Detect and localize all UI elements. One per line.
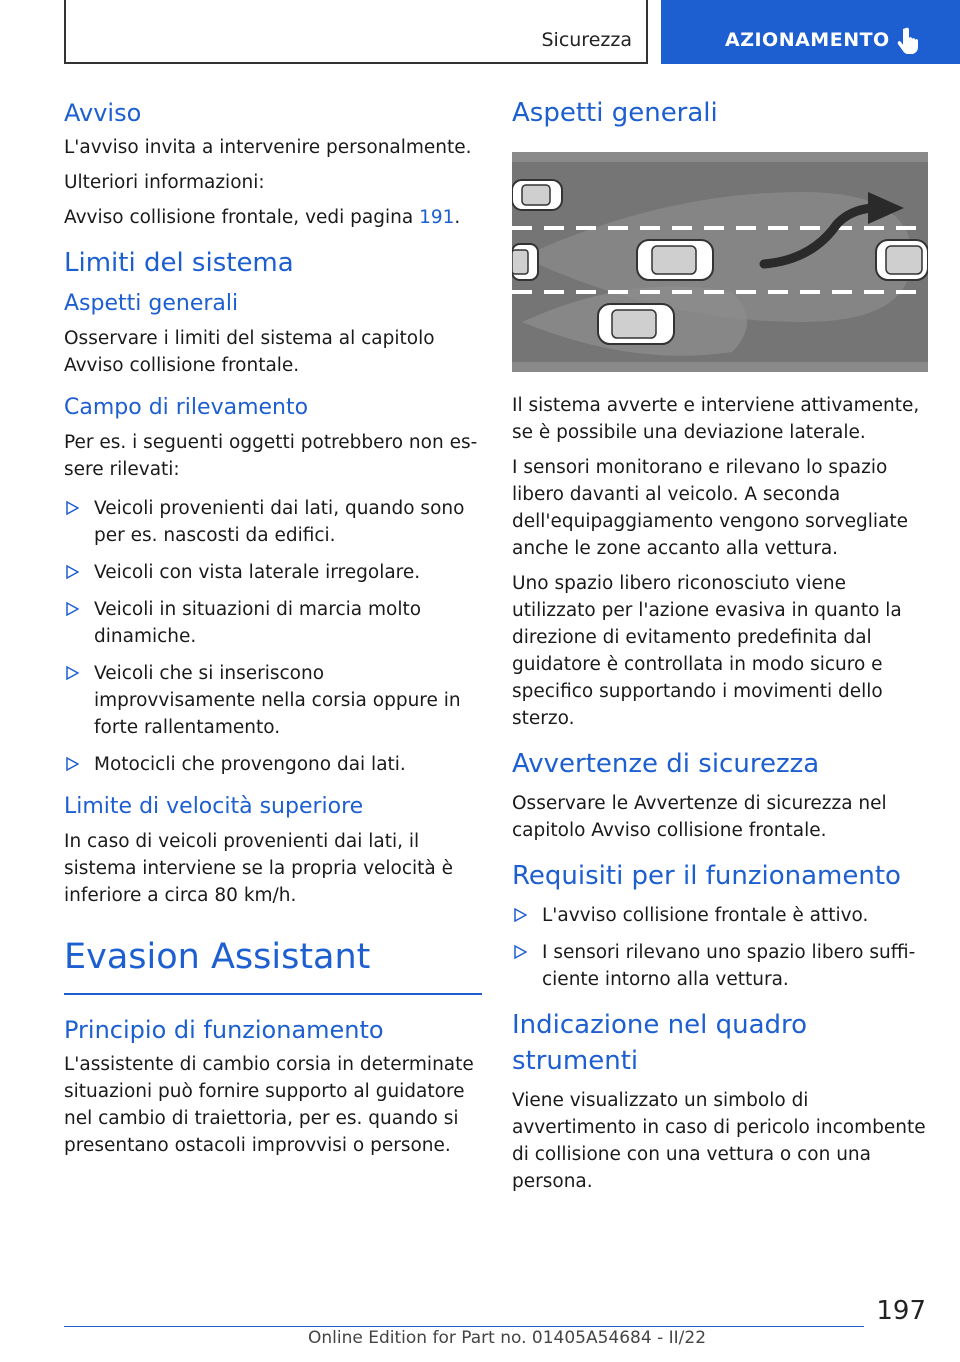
evasion-illustration [512, 152, 928, 372]
list-item [512, 939, 930, 993]
car-icon [512, 244, 538, 280]
chapter-tab[interactable] [661, 0, 960, 64]
list-item-text: Veicoli in situazioni di marcia molto dinamiche. [94, 599, 422, 647]
car-icon [598, 304, 674, 344]
triangle-bullet-icon [66, 666, 79, 680]
list-item-text: L'avviso collisione frontale è attivo. [542, 905, 869, 926]
requisiti-heading: Requisiti per il funzionamento [512, 861, 901, 891]
left-column [64, 96, 482, 1167]
limite-velocita-text: In caso di veicoli provenienti dai lati, il sistema interviene se la propria velocità è inferiore a circa 80 km/h. [64, 831, 454, 906]
list-item [64, 596, 482, 650]
right-text-1: Il sistema avverte e interviene attivamente, se è possibile una deviazione laterale. [512, 395, 920, 443]
avviso-heading: Avviso [64, 99, 142, 127]
limiti-heading: Limiti del sistema [64, 248, 294, 278]
list-item-text: Veicoli provenienti dai lati, quando sono per es. nascosti da edifici. [94, 498, 465, 546]
page-link-191[interactable]: 191 [419, 207, 455, 228]
triangle-bullet-icon [514, 908, 527, 922]
limite-velocita-heading: Limite di velocità superiore [64, 794, 364, 819]
footer-divider [64, 1326, 864, 1327]
triangle-bullet-icon [66, 501, 79, 515]
footer-edition: Online Edition for Part no. 01405A54684 - II/22 [308, 1328, 707, 1348]
list-item-text: I sensori rilevano uno spazio libero sufficiente intorno alla vettura. [542, 942, 916, 990]
section-tab[interactable] [64, 0, 648, 64]
aspetti-generali-heading: Aspetti generali [64, 291, 239, 316]
list-item-text: Veicoli che si inseriscono improvvisamente nella corsia oppure in forte rallentamento. [94, 663, 461, 738]
aspetti-text: Osservare i limiti del sistema al capitolo Avviso collisione frontale. [64, 328, 435, 376]
right-text-2: I sensori monitorano e rilevano lo spazio libero davanti al veicolo. A seconda dell'equipaggiamento vengono sorvegliate anche le zone accanto alla vettura. [512, 457, 909, 559]
right-column [512, 96, 930, 1203]
section-label: Sicurezza [541, 29, 632, 51]
list-item [64, 495, 482, 549]
page-number: 197 [876, 1296, 926, 1326]
list-item [64, 751, 482, 778]
campo-heading: Campo di rilevamento [64, 395, 309, 420]
triangle-bullet-icon [66, 602, 79, 616]
avviso-ref-end: . [454, 207, 461, 228]
avviso-text-1: L'avviso invita a intervenire personalmente. [64, 137, 472, 158]
car-icon [876, 240, 928, 280]
avviso-ref-text: Avviso collisione frontale, vedi pagina [64, 207, 420, 228]
triangle-bullet-icon [66, 565, 79, 579]
list-item-text: Motocicli che provengono dai lati. [94, 754, 406, 775]
evasion-assistant-heading: Evasion Assistant [64, 933, 482, 995]
car-icon [637, 240, 713, 280]
triangle-bullet-icon [514, 945, 527, 959]
page-header [0, 0, 960, 66]
hand-pointer-icon [897, 26, 921, 54]
list-item [64, 559, 482, 586]
right-text-3: Uno spazio libero riconosciuto viene utilizzato per l'azione evasiva in quanto la direzione di evitamento predefinita dal guidatore è controllata in modo sicuro e specifico supportando i movimenti dello sterzo. [512, 573, 902, 729]
avviso-text-3 [64, 204, 482, 231]
triangle-bullet-icon [66, 757, 79, 771]
avviso-text-2: Ulteriori informazioni: [64, 172, 265, 193]
indicazione-text: Viene visualizzato un simbolo di avvertimento in caso di pericolo incombente di collisione con una vettura o con una persona. [512, 1090, 926, 1192]
chapter-label: AZIONAMENTO [725, 29, 890, 51]
indicazione-heading: Indicazione nel quadro strumenti [512, 1010, 808, 1076]
list-item-text: Veicoli con vista laterale irregolare. [94, 562, 421, 583]
campo-text: Per es. i seguenti oggetti potrebbero non essere rilevati: [64, 432, 478, 480]
avvertenze-text: Osservare le Avvertenze di sicurezza nel capitolo Avviso collisione frontale. [512, 793, 887, 841]
principio-text: L'assistente di cambio corsia in determinate situazioni può fornire supporto al guidatore nel cambio di traiettoria, per es. quando si presentano ostacoli improvvisi o persone. [64, 1054, 474, 1156]
list-item [512, 902, 930, 929]
avvertenze-heading: Avvertenze di sicurezza [512, 749, 820, 779]
list-item [64, 660, 482, 741]
aspetti-generali-heading-right: Aspetti generali [512, 98, 718, 128]
car-icon [512, 180, 562, 210]
principio-heading: Principio di funzionamento [64, 1016, 384, 1044]
requisiti-list [512, 902, 930, 993]
campo-list [64, 495, 482, 778]
